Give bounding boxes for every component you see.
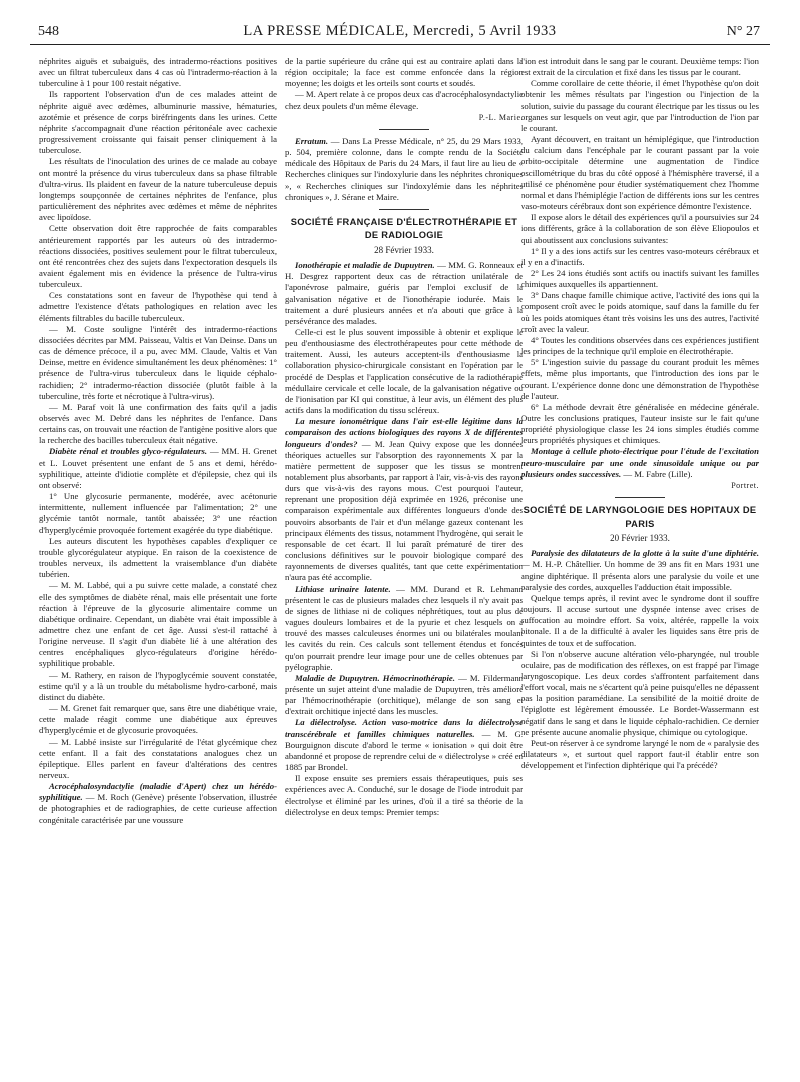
section-date: 20 Février 1933. (610, 533, 670, 544)
divider (379, 209, 429, 210)
paragraph: 1° Il y a des ions actifs sur les centres vaso-moteurs cérébraux et il y en a d'inactifs. (521, 245, 759, 267)
article-heading: Acrocéphalosyndactylie (maladie d'Apert) chez un hérédo-syphilitique. (39, 781, 277, 803)
erratum-paragraph (285, 136, 523, 203)
column-right (521, 56, 759, 771)
paragraph: — M. Coste souligne l'intérêt des intradermo-réactions dissociées décrites par MM. Paisseau, Valtis et Van Deinse. Dans un cas de démence précoce, il a pu, avec MM. Claude, Valtis et Van Deinse, mettre en évidence simultanément les deux phénomènes: 1° présence de l'ultra-virus tuberculeux dans le liquide céphalo-rachidien; 2° intradermo-réaction dissociée (plutôt faible à la tuberculine, très forte et nécrotique à l'ultra-virus). (39, 323, 277, 401)
paragraph: Les auteurs discutent les hypothèses capables d'expliquer ce trouble glycorégulateur atypique. En raison de la coexistence de troubles nerveux, ils admettent la vraisemblance d'un diabète tubérien. (39, 535, 277, 580)
paragraph: néphrites aiguës et subaiguës, des intradermo-réactions positives avec un filtrat tuberculeux dans 4 cas où l'intradermo-réaction à la tuberculine à 1 pour 100 restait négative. (39, 56, 277, 89)
paragraph: 6° La méthode devrait être généralisée en médecine générale. Outre les conclusions pratiques, l'auteur insiste sur le fait qu'une propriété physiologique classe les 24 ions simples étudiés comme leurs propriétés physiques et chimiques. (521, 401, 759, 446)
paragraph: Ayant découvert, en traitant un hémiplégique, que l'introduction du calcium dans l'encéphale par le courant passant par la voie orbito-occipitale détermine une augmentation de l'indice oscillométrique du bras du côté opposé à l'hémisphère traversé, il a utilisé ce phénomène pour étudier systématiquement chez l'homme normal et dans l'hémiplégie l'action de différents ions sur les centres vaso-moteurs cérébraux dont son expérience démontre l'existence. (521, 134, 759, 212)
article-body: — MM. G. Ronneaux et H. Desgrez rapportent deux cas de rétraction unilatérale de l'aponévrose palmaire, guéris par l'emploi exclusif de la galvanisation négative et de l'ionothérapie iodurée. Mais le traitement a duré plusieurs années et n'a abouti que grâce à la persévérance des malades. (285, 260, 524, 326)
paragraph: — M. M. Labbé, qui a pu suivre cette malade, a constaté chez elle des symptômes de diabète rénal, mais elle présentait une forte réaction à l'épreuve de la glycosurie alimentaire comme un diabétique ordinaire. Cependant, un diabète vrai était impossible à admettre chez une enfant de cet âge. Aussi s'est-il rattaché à l'origine nerveuse. Il s'agit d'un diabète lié à une altération des centres encéphaliques glyco-régulateurs d'origine hérédo-syphilitique probable. (39, 580, 277, 669)
article-paragraph (285, 673, 523, 718)
section-title: SOCIÉTÉ FRANÇAISE D'ÉLECTROTHÉRAPIE ET DE RADIOLOGIE (290, 216, 518, 241)
divider (615, 497, 665, 498)
article-body: — M. Roch (Genève) présente l'observation, illustrée de photographies et de radiographies, de cette curieuse affection congénitale caractérisée par une voussure (39, 792, 278, 825)
article-body: — MM. H. Grenet et L. Louvet présentent une enfant de 5 ans et demi, hérédo-syphilitique, atteinte d'idiotie complète et d'épilepsie, chez qui ils ont observé: (39, 446, 277, 490)
paragraph: 2° Les 24 ions étudiés sont actifs ou inactifs suivant les familles chimiques auxquelles ils appartiennent. (521, 267, 759, 290)
article-heading: Montage à cellule photo-électrique pour l'étude de l'excitation neuro-musculaire par une onde sinusoïdale unique ou par plusieurs ondes successives. (521, 446, 759, 479)
article-heading: Lithiase urinaire latente. (295, 583, 391, 594)
page-header (30, 22, 770, 45)
article-paragraph (285, 717, 523, 773)
article-paragraph (285, 260, 523, 327)
paragraph: Les résultats de l'inoculation des urines de ce malade au cobaye ont montré la présence du virus tuberculeux dans sa phase filtrable d'ultra-virus. Ils plaident en faveur de la nature tuberculeuse depuis longtemps soupçonnée de certaines néphrites de l'enfance, plus particulièrement des néphrites avec œdèmes et même de néphrites avec lipoïdose. (39, 156, 277, 223)
paragraph: Ces constatations sont en faveur de l'hypothèse qui tend à admettre l'existence d'états pathologiques en relation avec les éléments filtrables du bacille tuberculeux. (39, 290, 277, 323)
article-paragraph (521, 446, 759, 479)
divider (379, 129, 429, 130)
journal-title: LA PRESSE MÉDICALE, Mercredi, 5 Avril 1933 (243, 23, 557, 39)
paragraph: 1° Une glycosurie permanente, modérée, avec acétonurie intermittente, nullement influencée par l'alimentation; 2° une glycémie tantôt normale, tantôt abaissée; 3° une réaction d'hyperglycémie provoquée fortement exagérée du type diabétique. (39, 491, 277, 535)
article-body: — M. Fabre (Lille). (623, 468, 693, 479)
paragraph: — M. Rathery, en raison de l'hypoglycémie souvent constatée, estime qu'il y a là un trouble du métabolisme hydro-carboné, mais distinct du diabète. (39, 669, 277, 702)
erratum-heading: Erratum. (295, 135, 329, 146)
article-heading: Ionothérapie et maladie de Dupuytren. (295, 260, 435, 271)
article-body: — M. G. Bourguignon discute d'abord le terme « ionisation » qui doit être abandonné et propose de reprendre celui de « diélectrolyse » créé en 1885 par Brondel. (285, 728, 524, 773)
paragraph: Peut-on réserver à ce syndrome laryngé le nom de « paralysie des dilatateurs », et surtout quel rapport faut-il établir entre son développement et l'infection diphtérique qui l'a précédé? (521, 737, 759, 771)
article-paragraph (39, 781, 277, 826)
paragraph: — M. Apert relate à ce propos deux cas d'acrocéphalosyndactylie chez deux poulets d'un même élevage. (285, 89, 523, 111)
issue-number: N° 27 (726, 24, 760, 39)
section-title: SOCIÉTÉ DE LARYNGOLOGIE DES HOPITAUX DE PARIS (523, 505, 757, 529)
paragraph: l'ion est introduit dans le sang par le courant. Deuxième temps: l'ion est extrait de la circulation et fixé dans les tissus par le courant. (521, 56, 759, 78)
article-body: — M. Jean Quivy expose que les données théoriques actuelles sur l'absorption des rayonnements X par la matière permettent de supposer que les tissus se montrent notablement plus absorbants, par rapport à l'air, vis-à-vis des rayons durs que vis-à-vis des rayons mous. C'est pourquoi l'auteur, reprenant une proposition déjà exprimée en 1926, préconise une comparaison expérimentale aux différentes longueurs d'onde des pouvoirs absorbants de l'air et d'un mélange gazeux contenant les principaux éléments des tissus, notamment l'hydrogène, qui serait le responsable de cet écart. Il lui paraît prématuré de tirer des conclusions définitives sur le pouvoir biologique comparé des rayonnements de diverses qualités, tant que cette expérimentation n'aura pas été accomplie. (285, 438, 524, 583)
article-heading: La diélectrolyse. Action vaso-motrice dans la diélectrolyse transcérébrale et familles chimiques naturelles. (285, 717, 523, 739)
paragraph: Quelque temps après, il revint avec le syndrome dont il souffre toujours. Il accuse surtout une dyspnée intense avec crises de suffocation au moindre effort. Sa voix, altérée, rappelle la voix bitonale. Il a de la difficulté à avaler les liquides sans être pris de quintes de toux et de suffocation. (521, 592, 759, 648)
paragraph: 3° Dans chaque famille chimique active, l'activité des ions qui la composent croît avec le poids atomique, sauf dans la famille du fer où les poids atomiques étant très voisins les uns des autres, l'activité croît avec la valeur. (521, 290, 759, 334)
paragraph: Cette observation doit être rapprochée de faits comparables antérieurement rapportés par les auteurs où des intradermo-réactions dissociées, positives seulement pour le filtrat tuberculeux, ont été rencontrées chez des sujets dans l'expectoration desquels ils avaient également mis en évidence la présence de l'ultra-virus tuberculeux. (39, 223, 277, 290)
paragraph: de la partie supérieure du crâne qui est au contraire aplati dans la région occipitale; la face est comme enfoncée dans la région moyenne; les doigts et les orteils sont courts et soudés. (285, 56, 523, 89)
paragraph: Il expose alors le détail des expériences qu'il a poursuivies sur 24 ions différents, grâce à la collaboration de son élève Eliopoulos et qui aboutissent aux conclusions suivantes: (521, 212, 759, 245)
article-body: — MM. Durand et R. Lehmann présentent le cas de plusieurs malades chez lesquels il n'y avait pas de signes de lithiase ni de coliques néphrétiques, tout au plus de vagues douleurs lombaires et de la pyurie et chez lesquels on a trouvé des masses calculeuses énormes uni ou bilatérales moulant les cavités du rein. Ces calculs sont tellement étendus et foncés qu'on pourrait prendre leur image pour une de celles obtenues par pyélographie. (285, 583, 523, 672)
page-number: 548 (38, 24, 59, 39)
article-paragraph (521, 548, 759, 593)
article-heading: Diabète rénal et troubles glyco-régulateurs. (49, 446, 208, 457)
paragraph: Comme corollaire de cette théorie, il émet l'hypothèse qu'on doit obtenir les mêmes résultats par l'ingestion ou l'injection de la solution, suivie du passage du courant électrique par les tissus ou les organes sur lesquels on veut agir, que par l'introduction de l'ion par le courant. (521, 78, 759, 133)
article-paragraph (285, 416, 523, 583)
paragraph: Si l'on n'observe aucune altération vélo-pharyngée, nul trouble oculaire, pas de modification des réflexes, on est frappé par l'image laryngoscopique. Les deux cordes s'affrontent parfaitement dans l'effort vocal, mais ne s'écartent qu'à peine puisqu'elles ne dépassent pas la position paramédiane. La sensibilité de la moitié droite de l'épiglotte est légèrement émoussée. Le Bordet-Wassermann est négatif dans le sang et dans le liquide céphalo-rachidien. Ce dernier ne présente aucune anomalie physique, chimique ou cytologique. (521, 648, 759, 737)
article-heading: Paralysie des dilatateurs de la glotte à la suite d'une diphtérie. (531, 548, 759, 559)
paragraph: — M. Labbé insiste sur l'irrégularité de l'état glycémique chez cette enfant. Il a fait des constatations analogues chez un épileptique. Elles parlent en faveur d'altérations des centres nerveux. (39, 736, 277, 780)
section-date: 28 Février 1933. (374, 244, 434, 255)
paragraph: Ils rapportent l'observation d'un de ces malades atteint de néphrite aiguë avec œdèmes, albuminurie massive, hématuries, azotémie et présence de corps biréfringents dans les urines. Cette néphrite s'accompagnait d'une réaction péritonéale avec cachexie progressivement croissante qui faisait penser cliniquement à la tuberculose. (39, 89, 277, 156)
erratum-body: — Dans La Presse Médicale, n° 25, du 29 Mars 1933, p. 504, première colonne, dans le compte rendu de la Société médicale des Hôpitaux de Paris du 24 Mars, il faut lire au lieu de « Recherches cliniques sur l'indoxylurie dans les néphrites chroniques », « Recherches cliniques sur l'indoxylémie dans les néphrites chroniques », J. Sérane et Maire. (285, 135, 524, 202)
paragraph: Celle-ci est le plus souvent impossible à obtenir et explique le peu d'enthousiasme des électrothérapeutes pour cette méthode de traitement. Aussi, les auteurs acceptent-ils d'enthousiasme la collaboration physico-chirurgicale consistant en l'opération par le procédé de Desplas et l'application consécutive de la radiothérapie médullaire cervicale et celle locale, de la galvanisation négative ou de l'ionisation par KI qui constitue, à leur avis, un élément des plus actifs dans la modification du tissu scléreux. (285, 326, 523, 416)
article-body: — M. Fildermann présente un sujet atteint d'une maladie de Dupuytren, très amélioré par l'hémocrinothérapie (orchitique), mélange de son sang et d'extrait orchitique injecté dans les muscles. (285, 672, 524, 717)
paragraph: 5° L'ingestion suivie du passage du courant produit les mêmes effets, même plus importants, que l'introduction des ions par le courant. L'expérience donne donc une démonstration de l'hypothèse de l'auteur. (521, 357, 759, 401)
column-middle (285, 56, 523, 818)
paragraph: — M. Grenet fait remarquer que, sans être une diabétique vraie, cette malade réagit comme une diabétique aux épreuves d'hyperglycémie et de glycosurie provoquées. (39, 703, 277, 736)
author-signature: P.-L. Marie. (478, 112, 523, 122)
article-paragraph (39, 446, 277, 491)
paragraph: — M. Paraf voit là une confirmation des faits qu'il a jadis observés avec M. Debré dans les néphrites de l'enfance. Dans certains cas, on trouvait une réaction de l'antigène positive alors que la recherche des bacilles tuberculeux était négative. (39, 401, 277, 446)
column-left (39, 56, 277, 826)
paragraph: Il expose ensuite ses premiers essais thérapeutiques, puis ses expériences avec A. Conduché, sur le dosage de l'iode introduit par électrolyse et éliminé par les urines, d'où il a tiré sa théorie de la diélectrolyse en deux temps: Premier temps: (285, 773, 523, 817)
paragraph: 4° Toutes les conditions observées dans ces expériences justifient les principes de la technique qu'il emploie en électrothérapie. (521, 334, 759, 357)
article-body: — M. H.-P. Châtellier. Un homme de 39 ans fit en Mars 1931 une angine diphtérique. Il présenta alors une paralysie du voile et une paralysie des cordes, auxquelles l'adduction était impossible. (521, 559, 759, 592)
article-heading: La mesure ionométrique dans l'air est-elle légitime dans la comparaison des actions biologiques des rayons X de différentes longueurs d'ondes? (285, 416, 523, 449)
author-signature: Portret. (731, 480, 759, 490)
article-heading: Maladie de Dupuytren. Hémocrinothérapie. (295, 672, 455, 683)
article-paragraph (285, 584, 523, 673)
